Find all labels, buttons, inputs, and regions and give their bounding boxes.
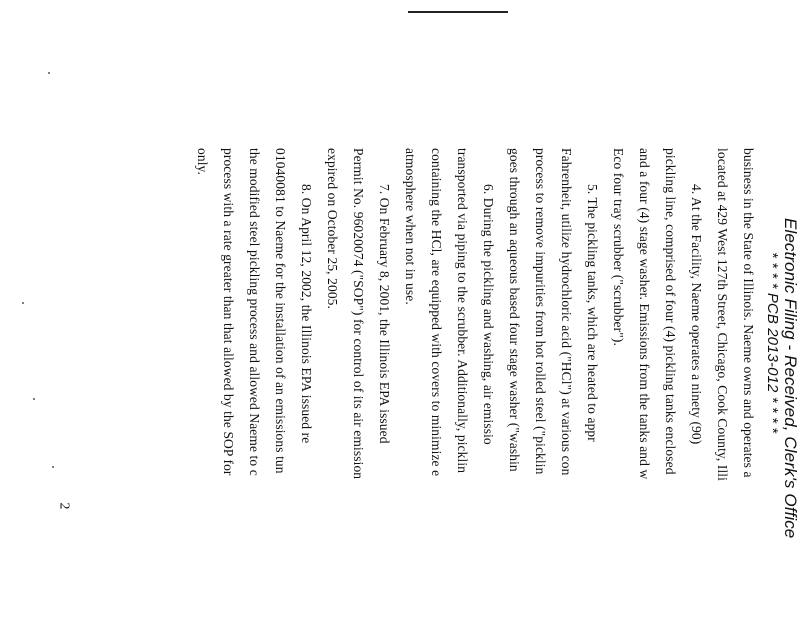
page-number: 2 [56,502,72,510]
scan-speck [33,398,35,400]
body-line: 01040081 to Naeme for the installation of an emissions tun [273,148,288,474]
body-line: containing the HCl, are equipped with covers to minimize e [429,148,444,477]
top-rule-line [408,11,508,13]
body-line: the modified steel pickling process and allowed Naeme to c [247,148,262,476]
body-line: 6. During the pickling and washing, air emissio [481,184,496,445]
body-line: process with a rate greater than that allowed by the SOP for [221,148,236,476]
case-number: * * * * PCB 2013-012 * * * * [764,252,781,434]
body-line: goes through an aqueous based four stage washer ("washin [507,148,522,472]
body-line: pickling line, comprised of four (4) pickling tanks enclosed [663,148,678,475]
filing-header: Electronic Filing - Received, Clerk's Office [781,218,800,539]
body-line: 8. On April 12, 2002, the Illinois EPA issued re [299,184,314,444]
body-line: and a four (4) stage washer. Emissions from the tanks and w [637,148,652,480]
body-line: only. [195,148,210,175]
body-line: 4. At the Facility, Naeme operates a ninety (90) [689,184,704,445]
body-line: expired on October 25, 2005. [325,148,340,310]
body-line: 5. The pickling tanks, which are heated to appr [585,184,600,442]
body-line: business in the State of Illinois. Naeme owns and operates a [741,148,756,478]
body-line: located at 429 West 127th Street, Chicago, Cook County, Illi [715,148,730,481]
body-line: Eco four tray scrubber ("scrubber"). [611,148,626,346]
scan-speck [52,466,54,468]
body-line: transported via piping to the scrubber. Additionally, picklin [455,148,470,474]
body-line: atmosphere when not in use. [403,148,418,305]
scan-speck [22,302,24,304]
body-line: 7. On February 8, 2001, the Illinois EPA issued [377,184,392,444]
body-line: Fahrenheit, utilize hydrochloric acid ("HCl") at various con [559,148,574,476]
scan-speck [48,72,50,74]
body-line: Permit No. 96020074 ("SOP") for control of its air emission [351,148,366,480]
body-line: process to remove impurities from hot rolled steel ("picklin [533,148,548,475]
